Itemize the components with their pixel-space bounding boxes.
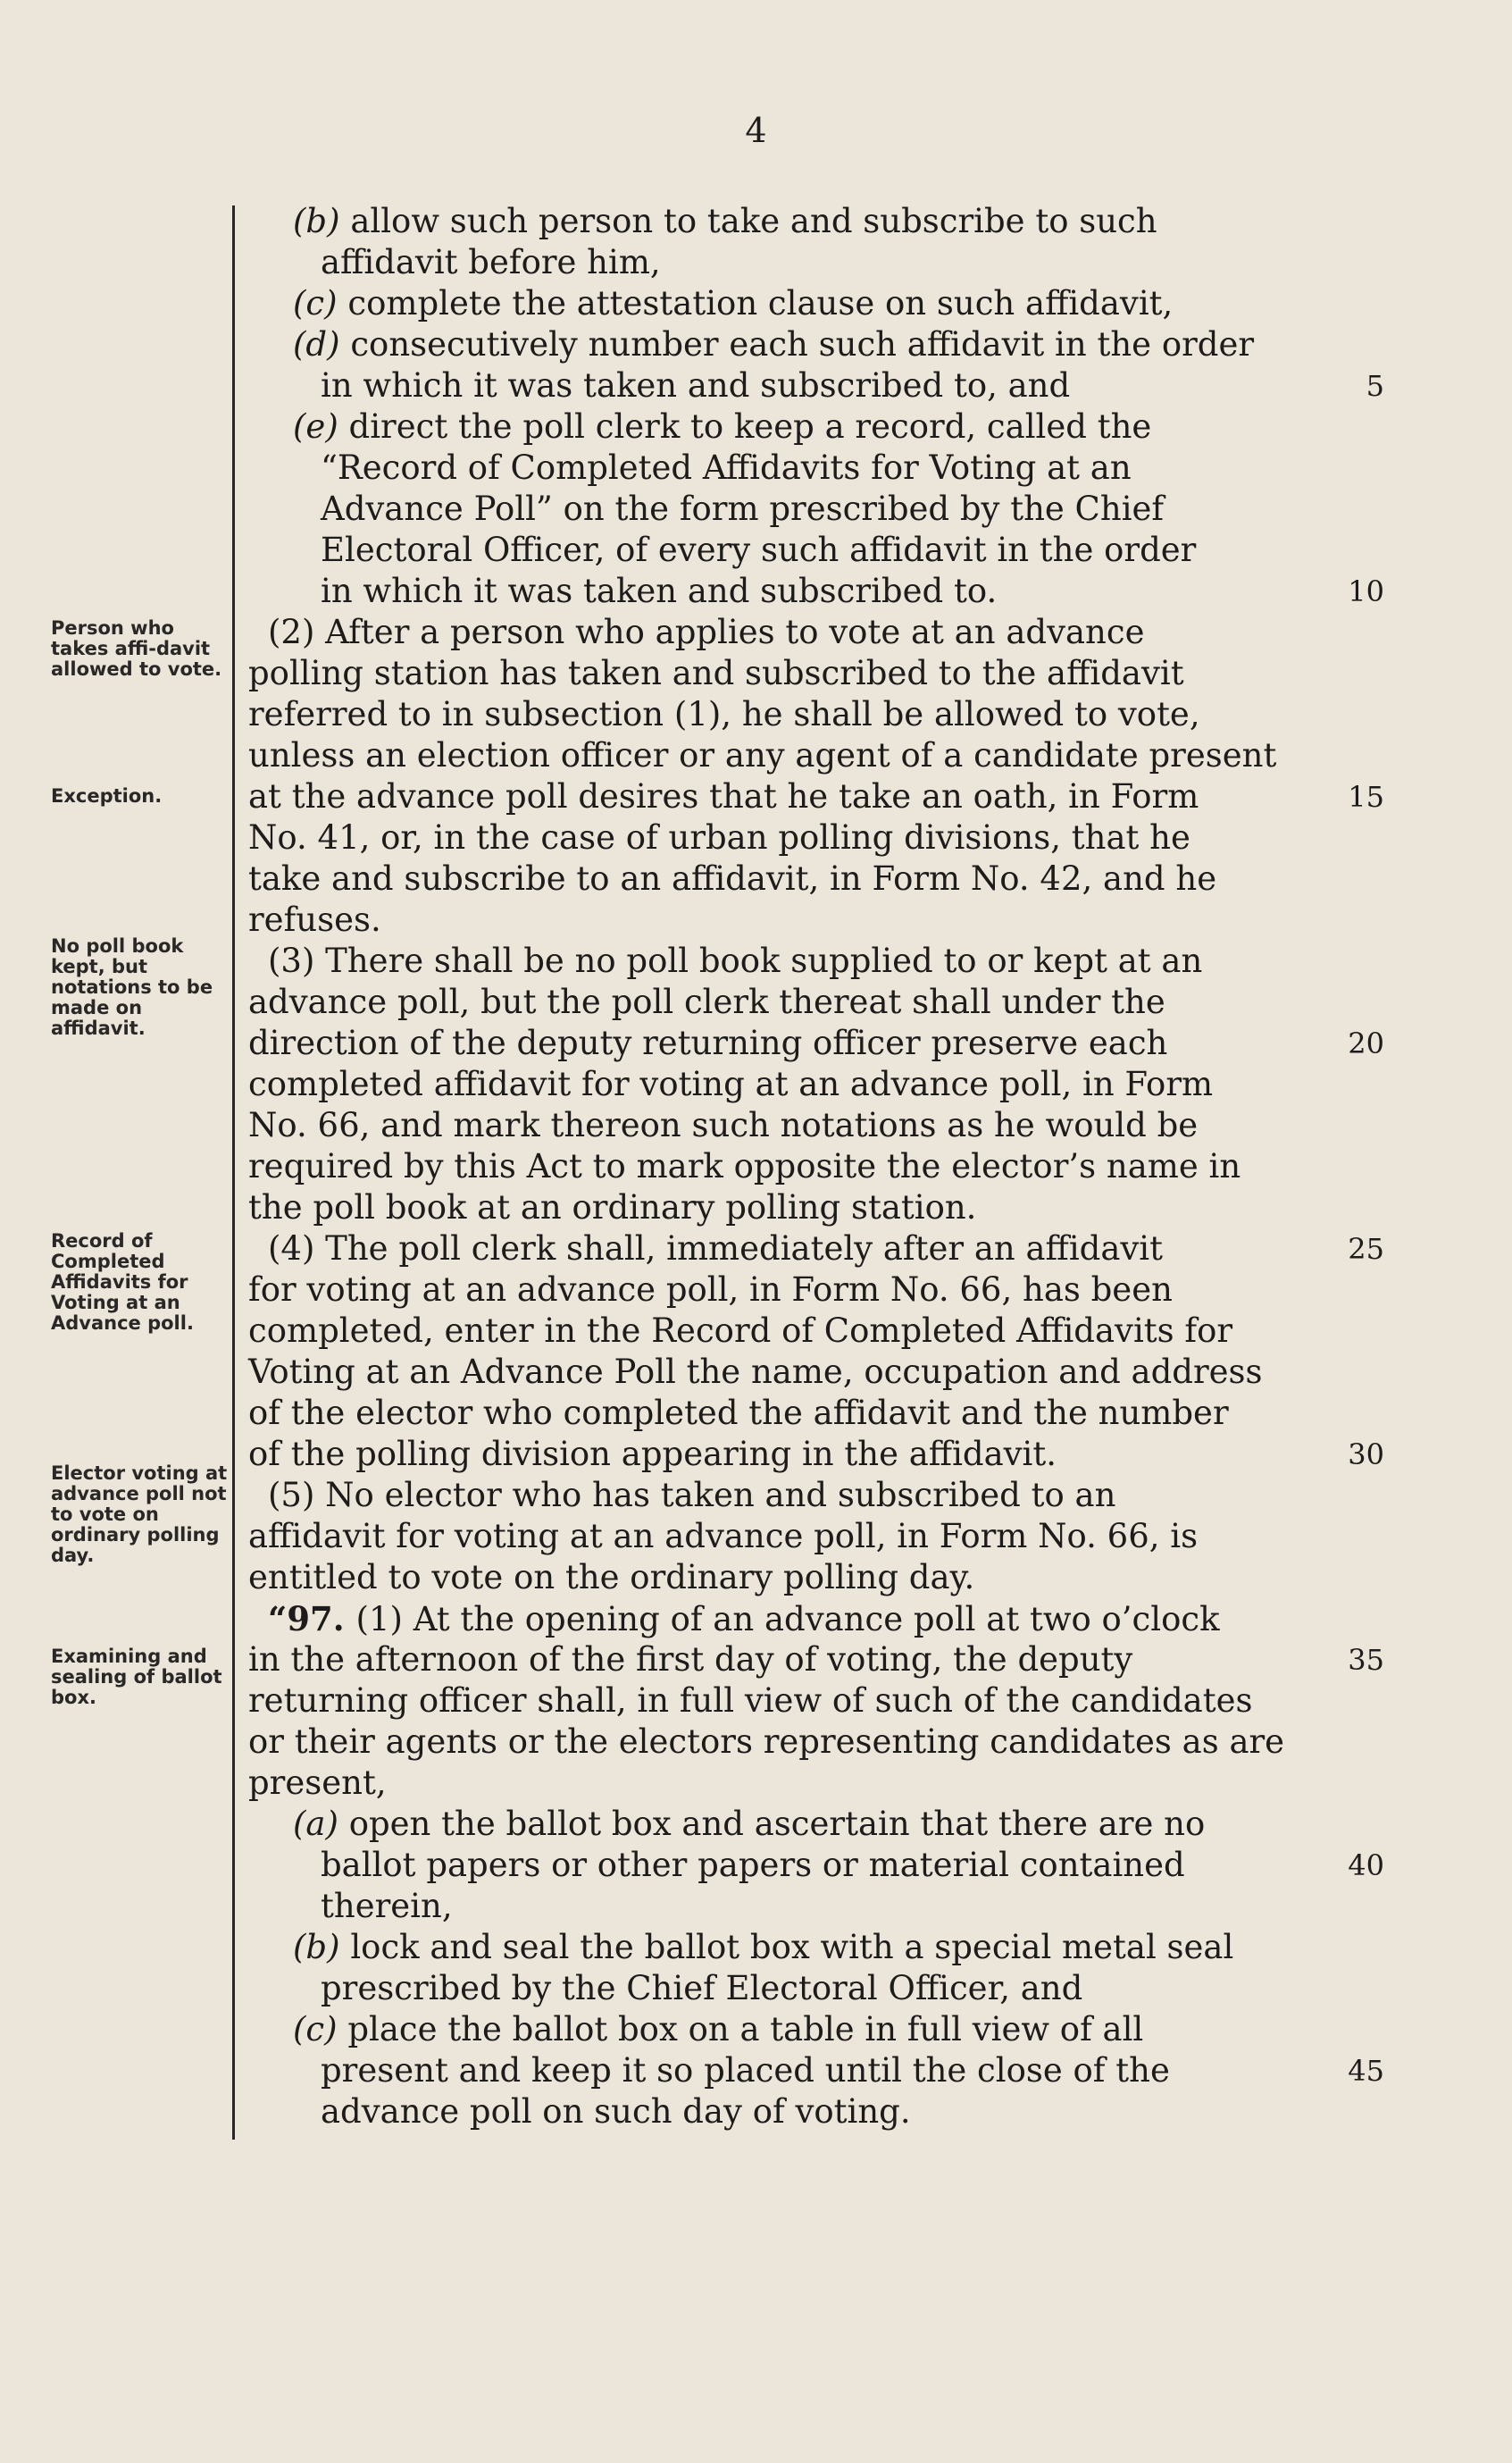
text-line xyxy=(248,859,1216,900)
line-text: therein, xyxy=(321,1887,453,1925)
margin-note: Person who takes affi-davit allowed to vote. xyxy=(51,617,222,680)
line-number: 45 xyxy=(1348,2054,1384,2088)
line-text: Voting at an Advance Poll the name, occupation and address xyxy=(248,1353,1263,1391)
line-text: Electoral Officer, of every such affidavit in the order xyxy=(321,531,1197,569)
text-line xyxy=(248,1434,1057,1475)
line-text: direct the poll clerk to keep a record, called the xyxy=(348,407,1152,446)
text-line xyxy=(248,653,1184,694)
text-line xyxy=(248,1023,1167,1064)
text-line xyxy=(293,406,1151,448)
line-text: the poll book at an ordinary polling station. xyxy=(248,1188,977,1227)
text-line xyxy=(268,941,1202,982)
line-text: present and keep it so placed until the close of the xyxy=(321,2051,1170,2090)
line-text: complete the attestation clause on such affidavit, xyxy=(347,284,1174,323)
line-text: in which it was taken and subscribed to. xyxy=(321,572,998,610)
line-number: 40 xyxy=(1348,1848,1384,1882)
text-line xyxy=(268,1228,1163,1269)
text-line xyxy=(248,1352,1263,1393)
line-text: unless an election officer or any agent of a candidate present xyxy=(248,736,1277,775)
text-line xyxy=(248,776,1199,817)
line-number: 5 xyxy=(1366,369,1384,403)
section-number: “97. xyxy=(268,1599,356,1638)
text-line xyxy=(321,2050,1170,2091)
text-line xyxy=(321,489,1164,530)
line-text: completed affidavit for voting at an advance poll, in Form xyxy=(248,1065,1214,1103)
text-line xyxy=(248,1639,1132,1680)
line-number: 10 xyxy=(1348,574,1384,608)
text-line xyxy=(293,201,1157,242)
text-line xyxy=(248,1722,1284,1763)
text-line xyxy=(321,1845,1185,1886)
margin-note: No poll book kept, but notations to be made on affidavit. xyxy=(51,935,213,1039)
line-text: (1) At the opening of an advance poll at two o’clock xyxy=(355,1600,1220,1638)
line-text: consecutively number each such affidavit in the order xyxy=(350,325,1255,364)
page-number: 4 xyxy=(745,111,767,150)
text-line xyxy=(248,1146,1241,1187)
line-text: affidavit before him, xyxy=(321,243,661,281)
text-line xyxy=(321,571,997,612)
line-text: polling station has taken and subscribed to the affidavit xyxy=(248,654,1184,692)
text-line xyxy=(293,283,1173,324)
text-line xyxy=(293,1804,1205,1845)
clause-label: (d) xyxy=(293,325,351,364)
line-text: (5) No elector who has taken and subscribed to an xyxy=(268,1476,1116,1514)
line-text: entitled to vote on the ordinary polling day. xyxy=(248,1558,975,1596)
text-line xyxy=(248,900,381,941)
text-line xyxy=(248,735,1276,776)
text-line xyxy=(321,530,1196,571)
line-text: take and subscribe to an affidavit, in Form No. 42, and he xyxy=(248,859,1217,898)
line-text: advance poll, but the poll clerk thereat shall under the xyxy=(248,983,1165,1021)
text-line xyxy=(321,242,661,283)
text-line xyxy=(248,1680,1252,1722)
line-text: for voting at an advance poll, in Form No. 66, has been xyxy=(248,1270,1173,1309)
text-line xyxy=(268,1598,1220,1640)
text-line xyxy=(248,817,1190,859)
text-line xyxy=(321,365,1070,406)
text-line xyxy=(248,1393,1229,1434)
line-text: (2) After a person who applies to vote at an advance xyxy=(268,613,1145,651)
clause-label: (c) xyxy=(293,284,348,323)
line-text: lock and seal the ballot box with a special metal seal xyxy=(350,1928,1234,1966)
line-text: “Record of Completed Affidavits for Voting at an xyxy=(321,448,1132,487)
line-number: 20 xyxy=(1348,1026,1384,1060)
clause-label: (a) xyxy=(293,1805,349,1843)
clause-label: (e) xyxy=(293,407,349,446)
line-text: returning officer shall, in full view of such of the candidates xyxy=(248,1681,1253,1720)
text-line xyxy=(268,612,1144,653)
margin-note: Record of Completed Affidavits for Voting at an Advance poll. xyxy=(51,1230,194,1334)
line-text: present, xyxy=(248,1763,387,1802)
line-text: prescribed by the Chief Electoral Officer, and xyxy=(321,1969,1083,2007)
margin-note: Elector voting at advance poll not to vote on ordinary polling day. xyxy=(51,1462,228,1566)
line-text: of the polling division appearing in the affidavit. xyxy=(248,1435,1057,1473)
line-text: place the ballot box on a table in full view of all xyxy=(347,2010,1144,2048)
line-text: Advance Poll” on the form prescribed by the Chief xyxy=(321,490,1165,528)
text-line xyxy=(248,1269,1173,1311)
margin-rule xyxy=(232,205,235,2140)
line-text: of the elector who completed the affidavit and the number xyxy=(248,1394,1229,1432)
line-text: in which it was taken and subscribed to, and xyxy=(321,366,1071,405)
line-text: allow such person to take and subscribe to such xyxy=(350,202,1157,240)
text-line xyxy=(248,1311,1232,1352)
line-text: No. 66, and mark thereon such notations as he would be xyxy=(248,1106,1199,1144)
text-line xyxy=(268,1475,1115,1516)
line-number: 15 xyxy=(1348,780,1384,814)
text-line xyxy=(248,1557,974,1598)
line-text: required by this Act to mark opposite the elector’s name in xyxy=(248,1147,1241,1185)
text-line xyxy=(321,1968,1082,2009)
line-text: advance poll on such day of voting. xyxy=(321,2092,911,2131)
line-number: 35 xyxy=(1348,1643,1384,1677)
line-number: 25 xyxy=(1348,1232,1384,1266)
text-line xyxy=(293,2009,1143,2050)
line-text: in the afternoon of the first day of voting, the deputy xyxy=(248,1640,1133,1679)
text-line xyxy=(293,1927,1233,1968)
text-line xyxy=(248,1763,387,1804)
clause-label: (b) xyxy=(293,202,351,240)
margin-note: Examining and sealing of ballot box. xyxy=(51,1646,222,1708)
line-text: direction of the deputy returning officer preserve each xyxy=(248,1024,1168,1062)
clause-label: (c) xyxy=(293,2010,348,2048)
line-text: referred to in subsection (1), he shall be allowed to vote, xyxy=(248,695,1200,733)
text-line xyxy=(248,1516,1198,1557)
text-line xyxy=(321,1886,453,1927)
clause-label: (b) xyxy=(293,1928,351,1966)
line-text: refuses. xyxy=(248,901,381,939)
text-line xyxy=(248,694,1200,735)
line-text: affidavit for voting at an advance poll, in Form No. 66, is xyxy=(248,1517,1199,1555)
text-line xyxy=(248,1187,976,1228)
line-text: or their agents or the electors representing candidates as are xyxy=(248,1722,1285,1761)
margin-note: Exception. xyxy=(51,785,163,807)
text-line xyxy=(293,324,1254,365)
text-line xyxy=(248,1064,1213,1105)
text-line xyxy=(321,448,1132,489)
line-text: ballot papers or other papers or material contained xyxy=(321,1846,1185,1884)
line-text: at the advance poll desires that he take an oath, in Form xyxy=(248,777,1199,816)
line-text: No. 41, or, in the case of urban polling divisions, that he xyxy=(248,818,1190,857)
text-line xyxy=(248,1105,1198,1146)
line-text: completed, enter in the Record of Completed Affidavits for xyxy=(248,1311,1233,1350)
line-number: 30 xyxy=(1348,1437,1384,1471)
text-line xyxy=(321,2091,911,2132)
line-text: (3) There shall be no poll book supplied to or kept at an xyxy=(268,942,1203,980)
line-text: open the ballot box and ascertain that there are no xyxy=(348,1805,1206,1843)
text-line xyxy=(248,982,1165,1023)
line-text: (4) The poll clerk shall, immediately after an affidavit xyxy=(268,1229,1163,1268)
